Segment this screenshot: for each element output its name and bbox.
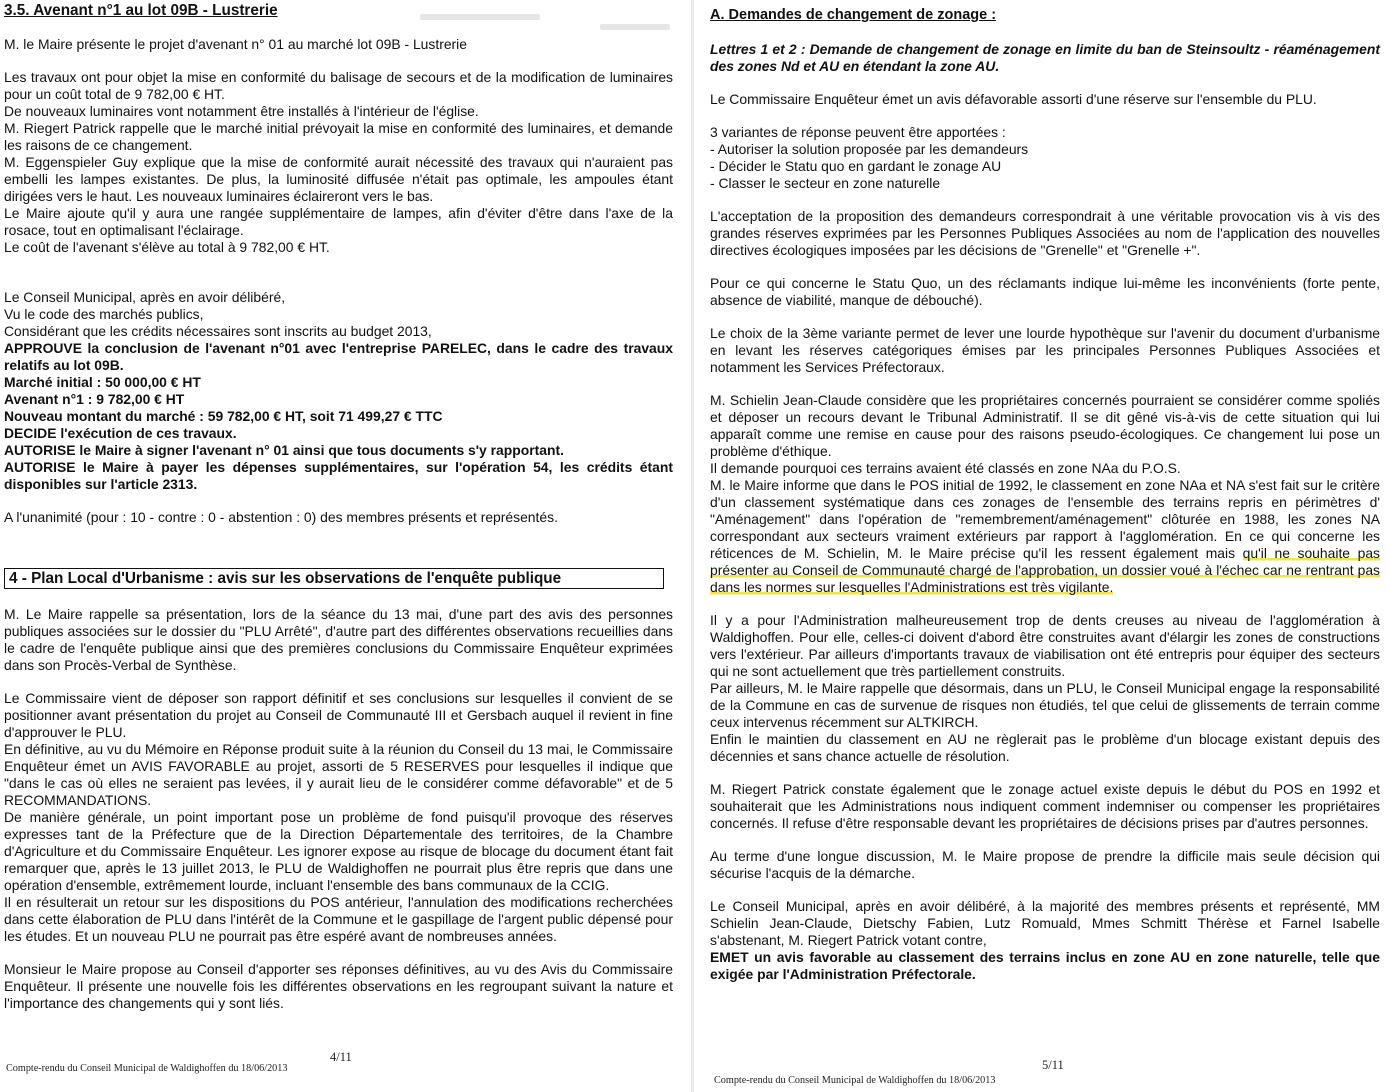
spacer <box>4 542 673 568</box>
page-number: 5/11 <box>1042 1058 1064 1072</box>
paragraph-travaux-2: De nouveaux luminaires vont notamment être installés à l'intérieur de l'église. <box>4 103 479 119</box>
paragraph-propose: Monsieur le Maire propose au Conseil d'apporter ses réponses définitives, au vu des Avis du Commissaire Enquêteur. Il présente une nouvelle fois les différentes observations en les regroupant suivant la nature et l'importance des changements qui y sont liés. <box>4 961 673 1011</box>
paragraph-lettres: Lettres 1 et 2 : Demande de changement de zonage en limite du ban de Steinsoultz - réaménagement des zones Nd et AU en étendant la zone AU. <box>710 41 1380 74</box>
decision-nouveau-montant: Nouveau montant du marché : 59 782,00 € HT, soit 71 499,27 € TTC <box>4 408 443 424</box>
paragraph-commissaire-1: Le Commissaire vient de déposer son rapport définitif et ses conclusions sur lesquelles il convient de se positionner avant présentation du projet au Conseil de Communauté III et Gersbach auquel il revient in fine d'approuver le PLU. <box>4 690 673 740</box>
decision-autorise-1: AUTORISE le Maire à signer l'avenant n° 01 ainsi que tous documents s'y rapportant. <box>4 442 564 458</box>
decision-line-2: Vu le code des marchés publics, <box>4 306 204 322</box>
paragraph-commissaire-2: En définitive, au vu du Mémoire en Réponse produit suite à la réunion du Conseil du 13 mai, le Commissaire Enquêteur émet un AVIS FAVORABLE au projet, assorti de 5 RESERVES pour lesquelles il indique que "dans le cas où elles ne seraient pas levées, il y aurait lieu de le considérer comme défavorable" et de 5 RECOMMANDATIONS. <box>4 741 673 808</box>
variante-3: - Classer le secteur en zone naturelle <box>710 175 941 191</box>
page-footer: Compte-rendu du Conseil Municipal de Waldighoffen du 18/06/2013 <box>714 1075 996 1086</box>
decision-autorise-2: AUTORISE le Maire à payer les dépenses supplémentaires, sur l'opération 54, les crédits étant disponibles sur l'article 2313. <box>4 459 673 492</box>
page-5 <box>694 0 1389 1092</box>
paragraph-statu-quo: Pour ce qui concerne le Statu Quo, un des réclamants indique lui-même les inconvénients (forte pente, absence de viabilité, manque de débouché). <box>710 275 1380 308</box>
decision-line-3: Considérant que les crédits nécessaires sont inscrits au budget 2013, <box>4 323 432 339</box>
paragraph-riegert: M. Riegert Patrick constate également que le zonage actuel existe depuis le début du POS en 1992 et souhaiterait que les Administrations nous indiquent comment indemniser ou compenser les propriétaires concernés. Il refuse d'être responsable devant les propriétaires de décisions prises par d'autres personnes. <box>710 781 1380 831</box>
paragraph-admin-2: Par ailleurs, M. le Maire rappelle que désormais, dans un PLU, le Conseil Municipal engage la responsabilité de la Commune en cas de survenue de risques non étudiés, tel que celui de glissements de terrain comme ceux intervenus récemment sur ALTKIRCH. <box>710 680 1380 730</box>
paragraph-commissaire-4: Il en résulterait un retour sur les dispositions du POS antérieur, l'annulation des modifications recherchées dans cette élaboration de PLU dans l'intérêt de la Commune et le gaspillage de l'argent public dépensé pour les études. Et un nouveau PLU ne pourrait pas être espéré avant de nombreuses années. <box>4 894 673 944</box>
paragraph-emet: EMET un avis favorable au classement des terrains inclus en zone AU en zone naturelle, telle que exigée par l'Administration Préfectorale. <box>710 949 1380 982</box>
decision-approuve: APPROUVE la conclusion de l'avenant n°01 avec l'entreprise PARELEC, dans le cadre des travaux relatifs au lot 09B. <box>4 340 673 373</box>
decision-line-1: Le Conseil Municipal, après en avoir délibéré, <box>4 289 286 305</box>
paragraph-conseil: Le Conseil Municipal, après en avoir délibéré, à la majorité des membres présents et représenté, MM Schielin Jean-Claude, Dietschy Fabien, Lutz Romuald, Mmes Schmitt Thérèse et Farnel Isabelle s'abstenant, M. Riegert Patrick votant contre, <box>710 898 1380 948</box>
page-4-content <box>4 2 673 1028</box>
paragraph-travaux-6: Le coût de l'avenant s'élève au total à 9 782,00 € HT. <box>4 239 330 255</box>
paragraph-acceptation: L'acceptation de la proposition des demandeurs correspondrait à une véritable provocation vis à vis des grandes réserves exprimées par les Personnes Publiques Associées au nom de l'application des nouvelles directives écologiques imposées par les décisions de "Grenelle" et "Grenelle +". <box>710 208 1380 258</box>
paragraph-admin-3: Enfin le maintien du classement en AU ne règlerait pas le problème d'un blocage existant depuis des décennies et sans chance actuelle de résolution. <box>710 731 1380 764</box>
maire-informe-text: M. le Maire informe que dans le POS initial de 1992, le classement en zone NAa et NA s'est fait sur le critère d'un classement systématique dans ces zonages de l'ensemble des terrains repris en périmètres d' "Aménagement" dans l'opération de "remembrement/aménagement" clôturée en 1988, les zones NA correspondant aux secteurs vraiment extérieurs par rapport à l'agglomération. En ce qui concerne les réticences de M. Schielin, M. le Maire précise qu'il les ressent également mais <box>710 477 1380 561</box>
decision-avenant: Avenant n°1 : 9 782,00 € HT <box>4 391 185 407</box>
page-4 <box>0 0 692 1092</box>
paragraph-terme: Au terme d'une longue discussion, M. le Maire propose de prendre la difficile mais seule décision qui sécurise l'acquis de la démarche. <box>710 848 1380 881</box>
page-5-content <box>710 7 1380 999</box>
page-number: 4/11 <box>330 1050 352 1064</box>
paragraph-choix: Le choix de la 3ème variante permet de lever une lourde hypothèque sur l'avenir du document d'urbanisme en levant les réserves catégoriques émises par les principales Personnes Publiques Associées et notamment les Services Préfectoraux. <box>710 325 1380 375</box>
paragraph-maire-informe <box>710 477 1380 596</box>
decision-marche-initial: Marché initial : 50 000,00 € HT <box>4 374 201 390</box>
page-footer: Compte-rendu du Conseil Municipal de Waldighoffen du 18/06/2013 <box>6 1063 288 1074</box>
paragraph-admin-1: Il y a pour l'Administration malheureusement trop de dents creuses au niveau de l'agglomération à Waldighoffen. Pour elle, celles-ci doivent d'abord être construites avant d'élargir les zones de constructions vers l'extérieur. Par ailleurs d'importants travaux de viabilisation ont été entrepris pour équiper des secteurs qui ne sont actuellement que très partiellement construits. <box>710 612 1380 679</box>
decision-decide: DECIDE l'exécution de ces travaux. <box>4 425 237 441</box>
paragraph-travaux-1: Les travaux ont pour objet la mise en conformité du balisage de secours et de la modification de luminaires pour un coût total de 9 782,00 € HT. <box>4 69 673 102</box>
variante-1: - Autoriser la solution proposée par les demandeurs <box>710 141 1029 157</box>
vote-result: A l'unanimité (pour : 10 - contre : 0 - abstention : 0) des membres présents et représentés. <box>4 509 558 525</box>
paragraph-rappelle: M. Le Maire rappelle sa présentation, lors de la séance du 13 mai, d'une part des avis des personnes publiques associées sur le dossier du "PLU Arrêté", d'autre part des différentes observations recueillies dans le cadre de l'enquête publique ainsi que des premières conclusions du Commissaire Enquêteur exprimées dans son Procès-Verbal de Synthèse. <box>4 606 673 673</box>
paragraph-commissaire-3: De manière générale, un point important pose un problème de fond puisqu'il provoque des réserves expresses tant de la Préfecture que de la Direction Départementale des territoires, de la Chambre d'Agriculture et du Commissaire Enquêteur. Les ignorer expose au risque de blocage du document étant fait remarquer que, après le 13 juillet 2013, le PLU de Waldighoffen ne pourrait plus être repris que dans une opération d'ensemble, extrêmement lourde, incluant l'ensemble des bans communaux de la CCIG. <box>4 809 673 893</box>
spacer <box>4 272 673 289</box>
paragraph-travaux-3: M. Riegert Patrick rappelle que le marché initial prévoyait la mise en conformité des luminaires, et demande les raisons de ce changement. <box>4 120 673 153</box>
highlighted-text: qu'il ne souhaite pas présenter au Conseil de Communauté chargé de l'approbation, un dossier voué à l'échec car ne rentrant pas dans les normes sur lesquelles l'Administrations est très vigilante. <box>710 545 1380 595</box>
paragraph-travaux-5: Le Maire ajoute qu'il y aura une rangée supplémentaire de lampes, afin d'éviter d'être dans l'axe de la rosace, tout en optimalisant l'éclairage. <box>4 205 673 238</box>
paragraph-travaux-4: M. Eggenspieler Guy explique que la mise de conformité aurait nécessité des travaux qui n'auraient pas embelli les lampes existantes. De plus, la luminosité diffusée n'était pas optimale, les ampoules étant dirigées vers le haut. Les nouveaux luminaires éclaireront vers le bas. <box>4 154 673 204</box>
section-title-avenant: 3.5. Avenant n°1 au lot 09B - Lustrerie <box>4 2 278 19</box>
paragraph-schielin-2: Il demande pourquoi ces terrains avaient été classés en zone NAa du P.O.S. <box>710 460 1181 476</box>
section-title-plu: 4 - Plan Local d'Urbanisme : avis sur les observations de l'enquête publique <box>4 568 664 589</box>
paragraph-schielin-1: M. Schielin Jean-Claude considère que les propriétaires concernés pourraient se considérer comme spoliés et déposer un recours devant le Tribunal Administratif. Il se dit gêné vis-à-vis de cette situation qui lui apparaît comme une remise en cause pour des raisons pseudo-écologiques. Ce changement lui pose un problème d'éthique. <box>710 392 1380 459</box>
variante-2: - Décider le Statu quo en gardant le zonage AU <box>710 158 1002 174</box>
variantes-intro: 3 variantes de réponse peuvent être apportées : <box>710 124 1006 140</box>
paragraph-intro: M. le Maire présente le projet d'avenant n° 01 au marché lot 09B - Lustrerie <box>4 36 467 52</box>
section-title-demandes: A. Demandes de changement de zonage : <box>710 7 997 23</box>
paragraph-avis: Le Commissaire Enquêteur émet un avis défavorable assorti d'une réserve sur l'ensemble du PLU. <box>710 91 1317 107</box>
